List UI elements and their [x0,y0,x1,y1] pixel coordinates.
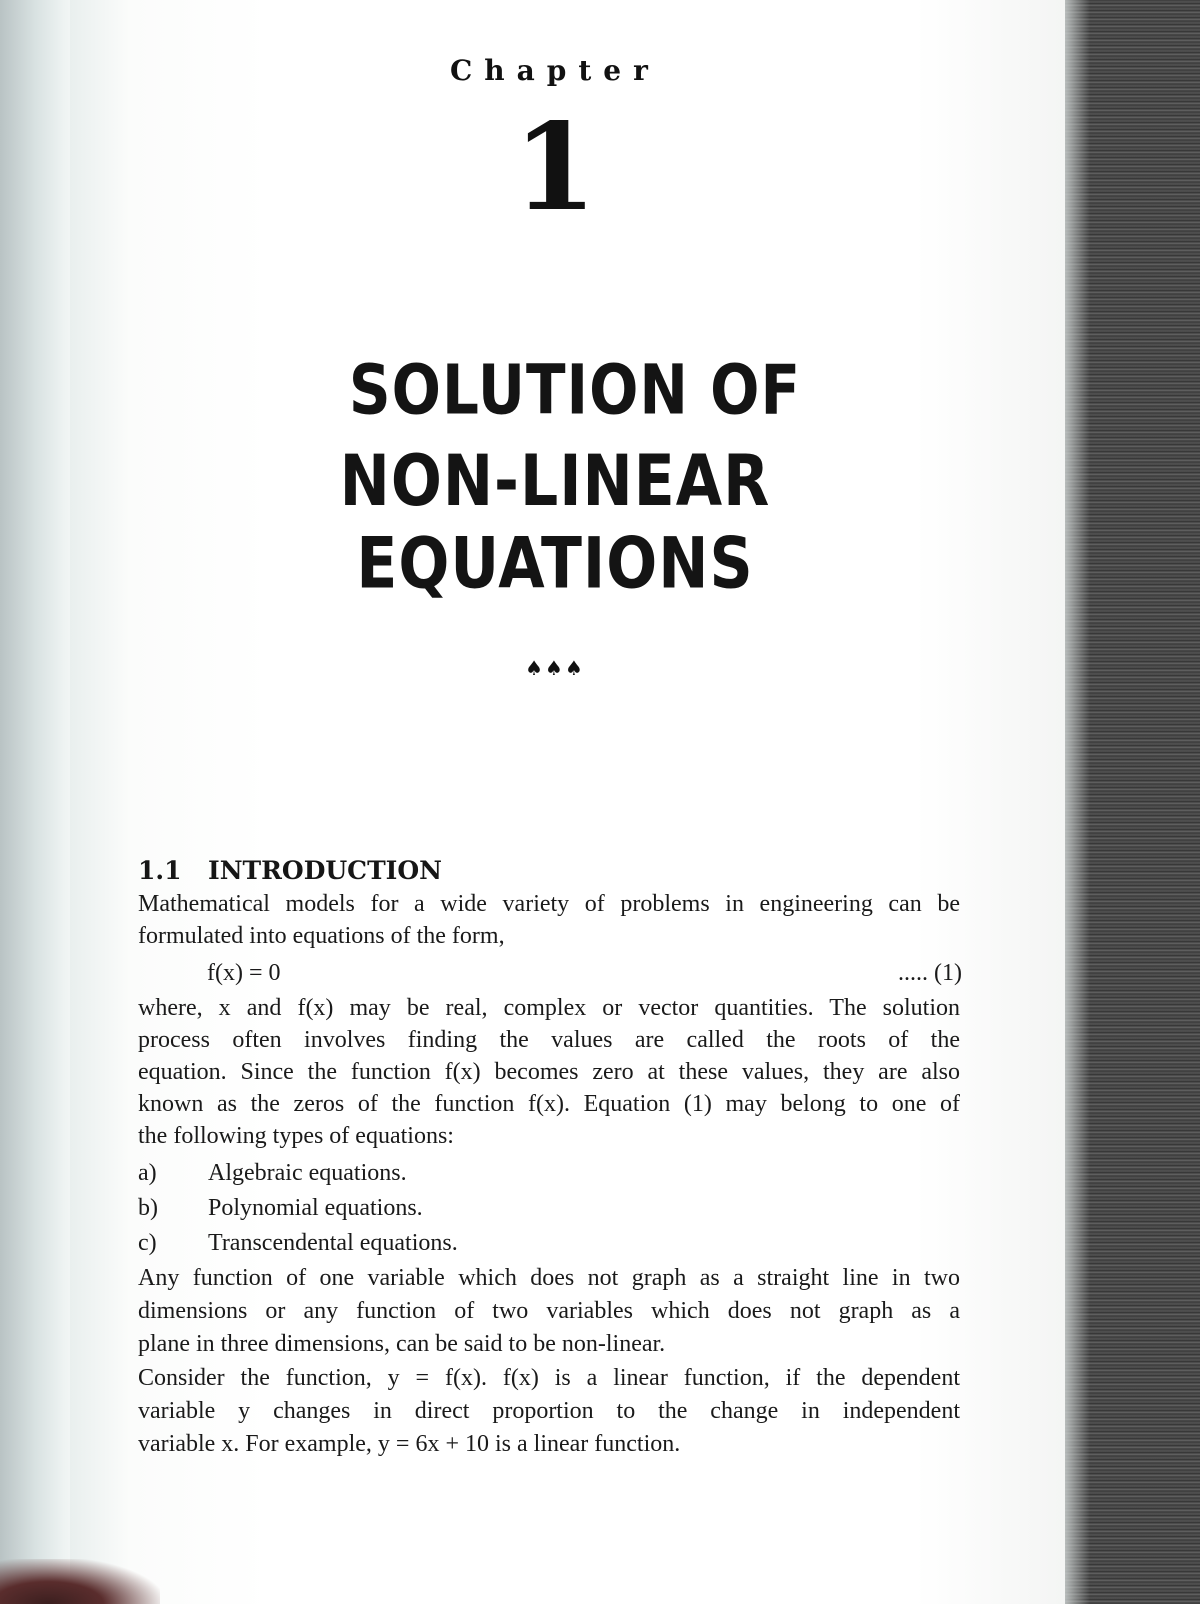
roots-line-3: equation. Since the function f(x) becomes zero at these values, they are also [138,1059,960,1085]
chapter-number: 1 [513,97,597,238]
list-marker: a) [138,1160,157,1186]
equation-row [207,958,962,988]
spade-ornament-icon: ♠♠♠ [525,656,585,680]
intro-line-2: formulated into equations of the form, [138,923,505,949]
roots-line-1: where, x and f(x) may be real, complex or vector quantities. The solution [138,995,960,1021]
linear-line-1: Consider the function, y = f(x). f(x) is a linear function, if the dependent [138,1365,960,1391]
roots-line-5: the following types of equations: [138,1123,454,1149]
list-marker: c) [138,1230,157,1256]
intro-line-1: Mathematical models for a wide variety of problems in engineering can be [138,891,960,917]
left-page-edge [0,0,80,1604]
list-text: Transcendental equations. [208,1230,458,1256]
list-item [138,1227,838,1259]
list-text: Algebraic equations. [208,1160,407,1186]
thumb-shadow [0,1559,160,1604]
linear-line-2: variable y changes in direct proportion to the change in independent [138,1398,960,1424]
list-text: Polynomial equations. [208,1195,423,1221]
section-title: INTRODUCTION [208,856,443,885]
list-item [138,1192,838,1224]
chapter-label: Chapter [450,54,660,87]
nonlinear-line-1: Any function of one variable which does not graph as a straight line in two [138,1265,960,1291]
roots-line-2: process often involves finding the values are called the roots of the [138,1027,960,1053]
equation-expression: f(x) = 0 [207,960,281,986]
chapter-title-line-1: SOLUTION OF [348,350,802,431]
chapter-title-line-2: NON-LINEAR EQUATIONS [339,440,771,606]
equation-label: ..... (1) [898,960,962,986]
list-marker: b) [138,1195,158,1221]
section-heading [138,856,738,885]
nonlinear-line-2: dimensions or any function of two variables which does not graph as a [138,1298,960,1324]
section-number: 1.1 [138,856,182,885]
linear-line-3: variable x. For example, y = 6x + 10 is a linear function. [138,1431,681,1457]
nonlinear-line-3: plane in three dimensions, can be said to be non-linear. [138,1331,666,1357]
page-stack-edge [1060,0,1200,1604]
list-item [138,1157,838,1189]
roots-line-4: known as the zeros of the function f(x). Equation (1) may belong to one of [138,1091,960,1117]
